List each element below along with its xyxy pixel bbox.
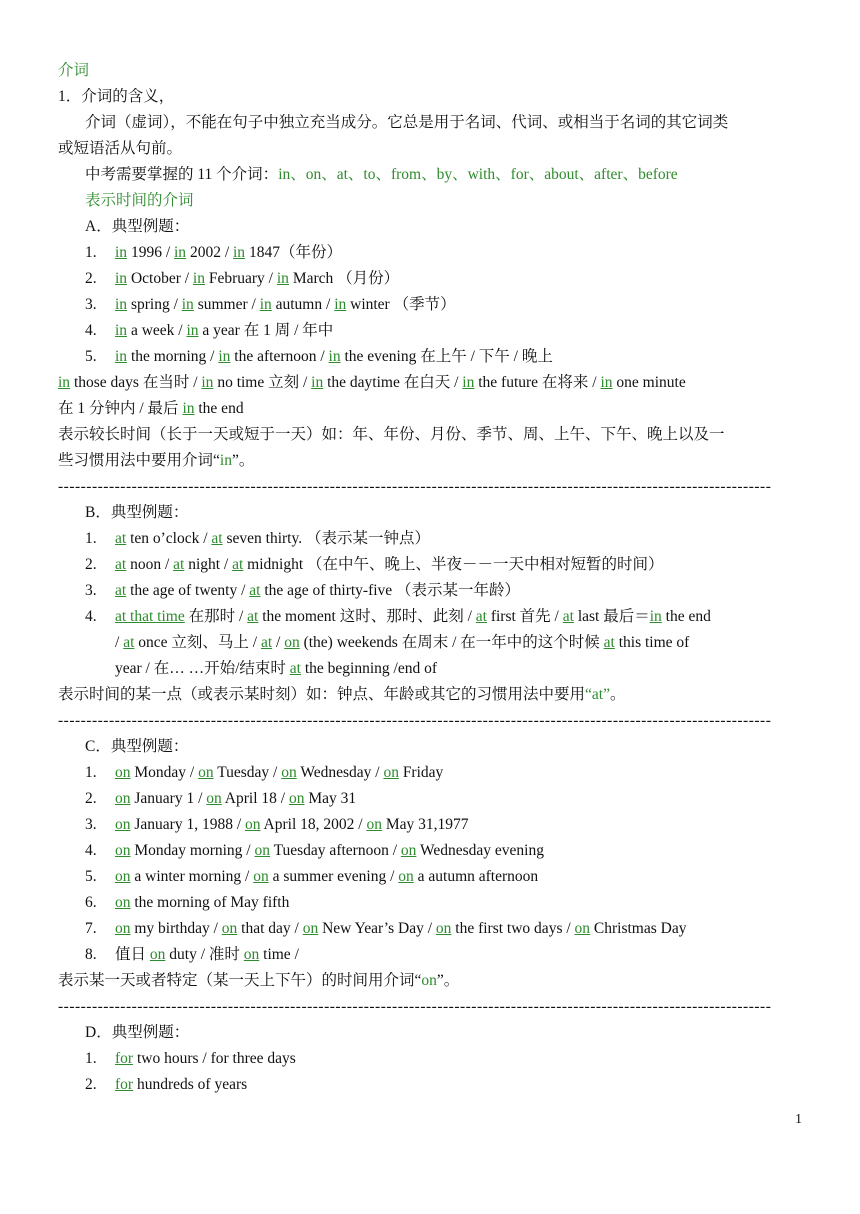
example-item <box>58 552 808 578</box>
example-item <box>58 760 808 786</box>
keyword: in <box>186 322 199 339</box>
text: the daytime 在白天 / <box>323 374 463 391</box>
item-text <box>115 1076 247 1093</box>
text: a autumn afternoon <box>413 868 539 885</box>
text: a winter morning / <box>130 868 254 885</box>
must-know-prefix: 中考需要掌握的 11 个介词： <box>85 166 279 183</box>
text: Wednesday evening <box>416 842 544 859</box>
text: Tuesday afternoon / <box>270 842 401 859</box>
summary-text: 表示某一天或者特定（某一天上下午）的时间用介词“ <box>58 972 422 989</box>
divider: ------------------------------------------------------------------------------------------------------------------------------ <box>58 478 772 495</box>
text: 2002 / <box>186 244 233 261</box>
keyword: on <box>243 946 260 963</box>
item-number: 3. <box>85 816 97 833</box>
time-prepositions-heading: 表示时间的介词 <box>85 192 194 209</box>
keyword: for <box>115 1076 134 1093</box>
text: the end <box>194 400 244 417</box>
item-number: 3. <box>85 582 97 599</box>
text: a week / <box>127 322 187 339</box>
text: Monday morning / <box>130 842 255 859</box>
item-text <box>115 296 456 313</box>
keyword: in <box>115 348 128 365</box>
example-item <box>58 1072 808 1098</box>
section-a-continuation-2 <box>58 396 808 422</box>
item-number: 2. <box>85 270 97 287</box>
text: summer / <box>193 296 260 313</box>
item-number: 1. <box>85 530 97 547</box>
text: spring / <box>127 296 182 313</box>
keyword: in <box>462 374 475 391</box>
text: midnight （在中午、晚上、半夜－－一天中相对短暂的时间） <box>243 556 664 573</box>
item-text <box>115 608 711 625</box>
item-number: 2. <box>85 556 97 573</box>
text: two hours / for three days <box>133 1050 296 1067</box>
section-b-summary <box>58 682 808 708</box>
keyword: at that time <box>115 608 185 625</box>
text: hundreds of years <box>133 1076 248 1093</box>
item-number: 4. <box>85 842 97 859</box>
keyword: in <box>115 270 128 287</box>
text: May 31 <box>304 790 357 807</box>
keyword: at <box>249 582 261 599</box>
text: February / <box>204 270 277 287</box>
section-a-summary-line-1: 表示较长时间（长于一天或短于一天）如：年、年份、月份、季节、周、上午、下午、晚上以及一 <box>58 426 725 443</box>
example-item <box>58 812 808 838</box>
item-number: 7. <box>85 920 97 937</box>
example-item <box>58 786 808 812</box>
text: the age of twenty / <box>126 582 250 599</box>
item-text <box>115 894 289 911</box>
item-number: 8. <box>85 946 97 963</box>
text: Christmas Day <box>590 920 687 937</box>
text: / <box>272 634 285 651</box>
text: May 31,1977 <box>381 816 469 833</box>
text: January 1 / <box>130 790 207 807</box>
text: / <box>115 634 124 651</box>
example-item <box>58 526 808 552</box>
keyword: in <box>311 374 324 391</box>
text: first 首先 / <box>486 608 563 625</box>
text: October / <box>127 270 193 287</box>
item-number: 4. <box>85 608 97 625</box>
example-item <box>58 266 808 292</box>
section-d-heading: D．典型例题： <box>85 1024 190 1041</box>
item-text <box>115 556 664 573</box>
item-number: 5. <box>85 348 97 365</box>
text: Monday / <box>130 764 199 781</box>
summary-text: 些习惯用法中要用介词“ <box>58 452 220 469</box>
item-text <box>115 244 342 261</box>
keyword: on <box>302 920 319 937</box>
text: seven thirty. （表示某一钟点） <box>222 530 430 547</box>
section-c-examples <box>58 760 808 968</box>
keyword: in <box>276 270 289 287</box>
keyword: on <box>366 816 382 833</box>
item-text <box>115 764 443 781</box>
example-item <box>58 240 808 266</box>
definition-line-2: 或短语活从句前。 <box>58 140 183 157</box>
keyword: on <box>198 764 214 781</box>
keyword: at <box>115 530 127 547</box>
text: the first two days / <box>451 920 575 937</box>
item-text <box>115 530 430 547</box>
text: this time of <box>614 634 690 651</box>
keyword: on <box>254 842 270 859</box>
keyword: in <box>201 374 214 391</box>
section-a-continuation-1 <box>58 370 808 396</box>
keyword: on <box>221 920 238 937</box>
keyword: on <box>149 946 166 963</box>
example-item <box>58 838 808 864</box>
summary-text: ”。 <box>436 972 460 989</box>
section-b-item-4-cont-2 <box>58 656 808 682</box>
keyword: at <box>603 634 615 651</box>
text: Tuesday / <box>213 764 282 781</box>
must-know-list: in、on、at、to、from、by、with、for、about、after、before <box>278 166 678 183</box>
text: night / <box>184 556 233 573</box>
keyword: in <box>182 400 195 417</box>
keyword: in <box>649 608 662 625</box>
text: once 立刻、马上 / <box>134 634 261 651</box>
definition-line-1: 介词（虚词），不能在句子中独立充当成分。它总是用于名词、代词、或相当于名词的其它词类 <box>85 114 729 131</box>
text: April 18 / <box>221 790 289 807</box>
keyword: on <box>288 790 305 807</box>
section-a-heading: A．典型例题： <box>85 218 190 235</box>
keyword: on <box>115 764 131 781</box>
item-text <box>115 348 553 365</box>
summary-keyword: in <box>219 452 232 469</box>
keyword: on <box>115 894 131 911</box>
keyword: on <box>206 790 222 807</box>
doc-title: 介词 <box>58 62 90 79</box>
keyword: on <box>398 868 414 885</box>
example-item <box>58 890 808 916</box>
keyword: on <box>115 920 131 937</box>
divider: ------------------------------------------------------------------------------------------------------------------------------ <box>58 998 772 1015</box>
page-number: 1 <box>795 1112 802 1127</box>
section-b-heading: B．典型例题： <box>85 504 189 521</box>
summary-keyword: on <box>421 972 437 989</box>
text: April 18, 2002 / <box>260 816 367 833</box>
text: ten o’clock / <box>126 530 212 547</box>
item-text <box>115 946 299 963</box>
section-b-examples <box>58 526 808 604</box>
keyword: at <box>173 556 185 573</box>
keyword: in <box>259 296 272 313</box>
item-text <box>115 920 686 937</box>
keyword: at <box>260 634 273 651</box>
keyword: in <box>174 244 187 261</box>
keyword: on <box>383 764 399 781</box>
text: the beginning /end of <box>300 660 438 677</box>
text: 1847（年份） <box>245 244 342 261</box>
item-text <box>115 816 468 833</box>
text: Wednesday / <box>296 764 384 781</box>
item-number: 1. <box>85 1050 97 1067</box>
must-know-line <box>58 162 808 188</box>
keyword: at <box>115 556 127 573</box>
keyword: for <box>115 1050 134 1067</box>
section-b-item-4-cont-1 <box>58 630 808 656</box>
text: 值日 <box>115 946 150 963</box>
item-text <box>115 1050 296 1067</box>
text: the future 在将来 / <box>474 374 601 391</box>
section-b-item-4 <box>58 604 808 630</box>
section-d-examples <box>58 1046 808 1098</box>
keyword: at <box>232 556 244 573</box>
document-page <box>58 58 808 1098</box>
example-item <box>58 578 808 604</box>
keyword: in <box>328 348 341 365</box>
summary-text: 。 <box>609 686 626 703</box>
text: those days 在当时 / <box>70 374 202 391</box>
keyword: at <box>475 608 487 625</box>
text: New Year’s Day / <box>318 920 436 937</box>
keyword: at <box>247 608 259 625</box>
text: my birthday / <box>130 920 222 937</box>
keyword: on <box>400 842 417 859</box>
keyword: in <box>192 270 205 287</box>
keyword: on <box>281 764 297 781</box>
keyword: on <box>435 920 452 937</box>
text: the age of thirty-five （表示某一年龄） <box>260 582 521 599</box>
text: noon / <box>126 556 174 573</box>
text: the afternoon / <box>230 348 329 365</box>
keyword: at <box>211 530 223 547</box>
keyword: on <box>253 868 269 885</box>
section-a-examples <box>58 240 808 370</box>
keyword: in <box>600 374 613 391</box>
item-number: 4. <box>85 322 97 339</box>
item-number: 3. <box>85 296 97 313</box>
text: 1996 / <box>127 244 174 261</box>
text: a summer evening / <box>268 868 399 885</box>
text: March （月份） <box>288 270 400 287</box>
example-item <box>58 344 808 370</box>
keyword: on <box>115 842 131 859</box>
example-item <box>58 942 808 968</box>
text: the moment 这时、那时、此刻 / <box>258 608 476 625</box>
item-number: 1. <box>85 764 97 781</box>
text: winter （季节） <box>346 296 456 313</box>
keyword: at <box>562 608 574 625</box>
keyword: on <box>245 816 261 833</box>
text: the evening 在上午 / 下午 / 晚上 <box>340 348 553 365</box>
example-item <box>58 864 808 890</box>
keyword: in <box>115 244 128 261</box>
text: last 最后＝ <box>573 608 650 625</box>
text: time / <box>259 946 299 963</box>
text: 在 1 分钟内 / 最后 <box>58 400 183 417</box>
section-c-heading: C．典型例题： <box>85 738 189 755</box>
keyword: on <box>115 816 131 833</box>
keyword: on <box>574 920 591 937</box>
item-number: 1. <box>85 244 97 261</box>
item-text <box>115 842 544 859</box>
keyword: at <box>123 634 135 651</box>
text: year / 在… …开始/结束时 <box>115 660 290 677</box>
item-text <box>115 322 333 339</box>
text: a year 在 1 周 / 年中 <box>198 322 334 339</box>
keyword: in <box>334 296 347 313</box>
item-text <box>115 868 538 885</box>
text: the end <box>661 608 711 625</box>
summary-text: 表示时间的某一点（或表示某时刻）如：钟点、年龄或其它的习惯用法中要用 <box>58 686 586 703</box>
keyword: in <box>115 296 128 313</box>
text: January 1, 1988 / <box>130 816 246 833</box>
keyword: at <box>115 582 127 599</box>
keyword: on <box>284 634 300 651</box>
item-number: 2. <box>85 1076 97 1093</box>
summary-text: ”。 <box>231 452 255 469</box>
text: 在那时 / <box>184 608 248 625</box>
keyword: in <box>181 296 194 313</box>
section-a-summary-line-2 <box>58 448 808 474</box>
text: duty / 准时 <box>165 946 244 963</box>
item-text <box>115 790 356 807</box>
item-number: 6. <box>85 894 97 911</box>
item-number: 5. <box>85 868 97 885</box>
example-item <box>58 318 808 344</box>
divider: ------------------------------------------------------------------------------------------------------------------------------ <box>58 712 772 729</box>
keyword: on <box>115 868 131 885</box>
section-c-summary <box>58 968 808 994</box>
text: no time 立刻 / <box>213 374 312 391</box>
example-item <box>58 916 808 942</box>
text: that day / <box>237 920 303 937</box>
example-item <box>58 1046 808 1072</box>
keyword: at <box>289 660 301 677</box>
keyword: in <box>233 244 246 261</box>
item-text <box>115 270 399 287</box>
section-1-heading: 1．介词的含义， <box>58 88 175 105</box>
summary-keyword: “at” <box>585 686 610 703</box>
example-item <box>58 292 808 318</box>
text: autumn / <box>271 296 335 313</box>
text: the morning / <box>127 348 219 365</box>
keyword: on <box>115 790 131 807</box>
text: the morning of May fifth <box>130 894 290 911</box>
text: one minute <box>612 374 686 391</box>
keyword: in <box>115 322 128 339</box>
item-number: 2. <box>85 790 97 807</box>
keyword: in <box>58 374 71 391</box>
text: Friday <box>398 764 444 781</box>
item-text <box>115 582 520 599</box>
text: (the) weekends 在周末 / 在一年中的这个时候 <box>299 634 604 651</box>
keyword: in <box>218 348 231 365</box>
